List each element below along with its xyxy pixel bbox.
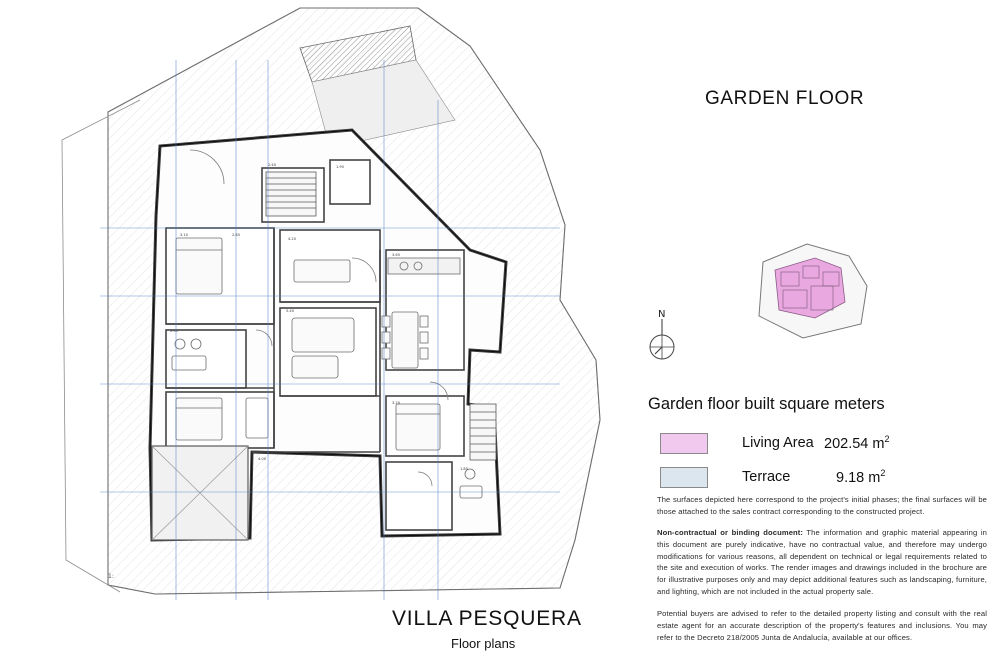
compass-icon: [640, 305, 684, 365]
square-meters-heading: Garden floor built square meters: [648, 395, 885, 413]
compass-north-label: N: [658, 309, 666, 320]
svg-text:1.85: 1.85: [460, 467, 469, 471]
legend-label-terrace: Terrace: [742, 469, 791, 485]
legend-value-living-area: [824, 434, 890, 452]
living-area-number: 202.54: [824, 435, 869, 452]
svg-text:2.05: 2.05: [170, 329, 179, 333]
svg-text:3.20: 3.20: [392, 401, 401, 405]
svg-text:4.20: 4.20: [288, 237, 297, 241]
scale-mark: 1:: [108, 573, 114, 580]
disclaimer-body: The information and graphic material appearing in this document are purely indicative, have no contractual value, and therefore may undergo modifications for various reasons, all dependent on technical or legal requirements related to the site and execution of works. The render images and drawings included in the brochure are for illustrative purposes only and may depict additional features such as landscaping, furniture, and lighting, which are not included in the actual property sale.: [657, 528, 987, 596]
legend-value-terrace: [836, 468, 885, 486]
legend-swatch-living-area: [660, 433, 708, 454]
svg-text:4.00: 4.00: [258, 457, 267, 461]
terrace-unit-sup: 2: [880, 468, 886, 478]
svg-text:2.40: 2.40: [268, 163, 277, 167]
svg-text:1.95: 1.95: [336, 165, 345, 169]
key-plan-thumbnail: [745, 240, 885, 350]
legend-row-living-area: [660, 432, 814, 454]
svg-text:5.40: 5.40: [286, 309, 295, 313]
page-title: VILLA PESQUERA: [392, 607, 582, 630]
disclaimer-buyers: Potential buyers are advised to refer to the detailed property listing and consult with the real estate agent for an accurate description of the property's features and inclusions. You may refer to the Decreto 218/2005 Junta de Andalucía, available at our offices.: [657, 609, 987, 642]
living-area-unit-sup: 2: [884, 434, 890, 444]
svg-text:2.85: 2.85: [232, 233, 241, 237]
legend-label-living-area: Living Area: [742, 435, 814, 451]
svg-text:3.10: 3.10: [180, 233, 189, 237]
legend-row-terrace: [660, 466, 790, 488]
legend-swatch-terrace: [660, 467, 708, 488]
svg-text:3.65: 3.65: [392, 253, 401, 257]
page-subtitle: Floor plans: [451, 636, 516, 651]
living-area-unit: m: [872, 435, 885, 452]
terrace-unit: m: [868, 469, 881, 486]
disclaimer-lead: Non-contractual or binding document:: [657, 528, 804, 537]
terrace-number: 9.18: [836, 469, 865, 486]
pool-terrace: [152, 446, 248, 540]
disclaimer-surfaces: The surfaces depicted here correspond to the project's initial phases; the final surfaces will be those attached to the sales contract corresponding to the constructed project.: [657, 495, 987, 516]
floor-title: GARDEN FLOOR: [705, 88, 865, 109]
disclaimer-non-contractual: [657, 527, 987, 598]
